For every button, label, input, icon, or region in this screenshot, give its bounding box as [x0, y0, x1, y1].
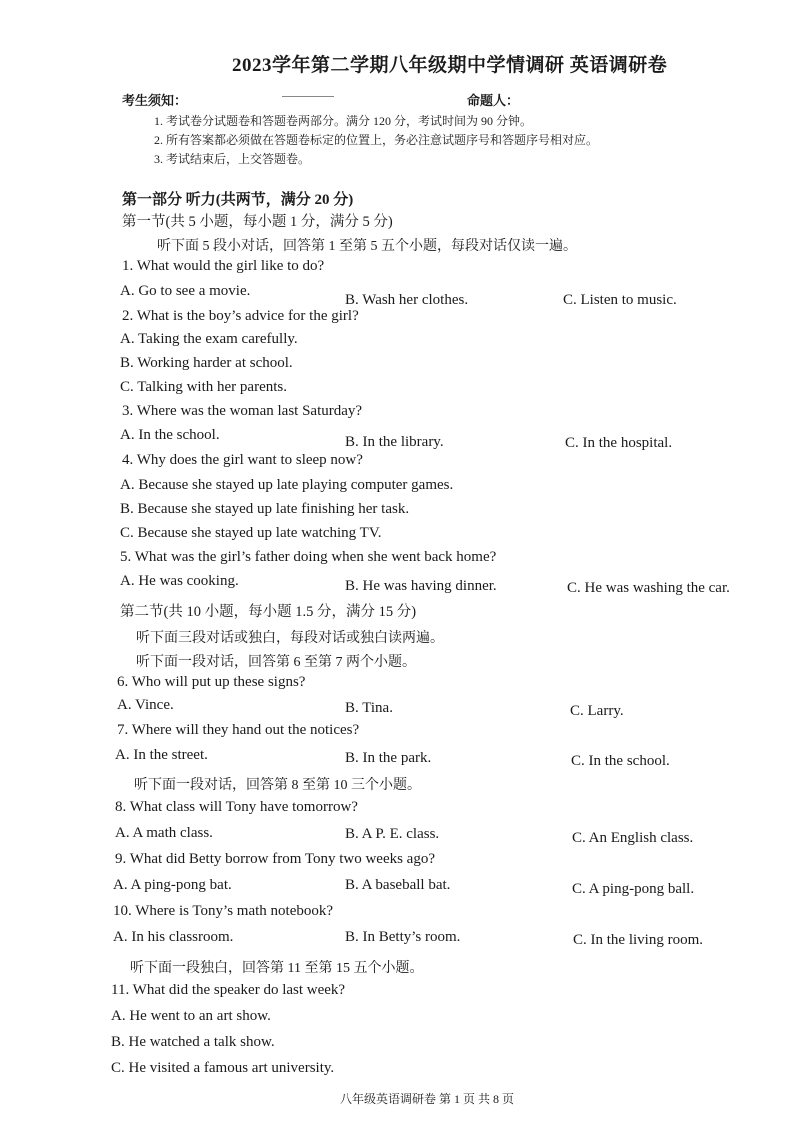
question-stem: 10. Where is Tony’s math notebook? — [113, 903, 334, 919]
monologue-instruction: 听下面一段独白，回答第 11 至第 15 五个小题。 — [130, 961, 424, 976]
option-c: C. In the school. — [571, 753, 670, 769]
option-b: B. Working harder at school. — [120, 355, 293, 371]
option-a: A. Because she stayed up late playing computer games. — [120, 477, 454, 493]
question-stem: 6. Who will put up these signs? — [117, 674, 306, 690]
option-b: B. In the library. — [345, 434, 444, 450]
section-heading: 第二节(共 10 小题，每小题 1.5 分，满分 15 分) — [120, 604, 417, 620]
option-c: C. He visited a famous art university. — [111, 1060, 335, 1076]
question-stem: 11. What did the speaker do last week? — [111, 982, 346, 998]
option-c: C. He was washing the car. — [567, 580, 730, 596]
option-b: B. In the park. — [345, 750, 432, 766]
option-c: C. An English class. — [572, 830, 694, 846]
question-setter-label: 命题人： — [467, 93, 520, 108]
dialogue-instruction: 听下面一段对话，回答第 6 至第 7 两个小题。 — [136, 655, 416, 670]
option-a: A. A math class. — [115, 825, 213, 841]
option-a: A. Taking the exam carefully. — [120, 331, 298, 347]
option-b: B. In Betty’s room. — [345, 929, 461, 945]
question-stem: 3. Where was the woman last Saturday? — [122, 403, 363, 419]
section-instruction: 听下面 5 段小对话，回答第 1 至第 5 五个小题，每段对话仅读一遍。 — [157, 239, 577, 254]
question-stem: 2. What is the boy’s advice for the girl? — [122, 308, 359, 324]
option-b: B. A baseball bat. — [345, 877, 451, 893]
notice-item: 2. 所有答案都必须做在答题卷标定的位置上，务必注意试题序号和答题序号相对应。 — [154, 133, 599, 147]
option-a: A. A ping-pong bat. — [113, 877, 232, 893]
question-stem: 8. What class will Tony have tomorrow? — [115, 799, 358, 815]
option-c: C. Larry. — [570, 703, 624, 719]
question-stem: 1. What would the girl like to do? — [122, 258, 325, 274]
option-b: B. He was having dinner. — [345, 578, 497, 594]
option-c: C. A ping-pong ball. — [572, 881, 695, 897]
option-a: A. Go to see a movie. — [120, 283, 251, 299]
option-a: A. In the street. — [115, 747, 208, 763]
option-a: A. Vince. — [117, 697, 174, 713]
option-c: C. Because she stayed up late watching TV. — [120, 525, 382, 541]
section-heading: 第一节(共 5 小题，每小题 1 分，满分 5 分) — [122, 214, 393, 230]
question-stem: 7. Where will they hand out the notices? — [117, 722, 360, 738]
question-stem: 4. Why does the girl want to sleep now? — [122, 452, 363, 468]
page-footer: 八年级英语调研卷 第 1 页 共 8 页 — [340, 1092, 515, 1106]
option-c: C. In the living room. — [573, 932, 703, 948]
notice-item: 3. 考试结束后，上交答题卷。 — [154, 152, 311, 166]
option-a: A. In the school. — [120, 427, 220, 443]
option-b: B. A P. E. class. — [345, 826, 440, 842]
option-b: B. Tina. — [345, 700, 393, 716]
question-stem: 5. What was the girl’s father doing when she went back home? — [120, 549, 497, 565]
exam-title: 2023学年第二学期八年级期中学情调研 英语调研卷 — [232, 55, 668, 76]
blank-line — [282, 96, 334, 97]
option-c: C. Talking with her parents. — [120, 379, 287, 395]
option-a: A. He was cooking. — [120, 573, 239, 589]
option-b: B. Because she stayed up late finishing her task. — [120, 501, 410, 517]
question-stem: 9. What did Betty borrow from Tony two weeks ago? — [115, 851, 436, 867]
option-a: A. In his classroom. — [113, 929, 234, 945]
option-b: B. Wash her clothes. — [345, 292, 469, 308]
option-a: A. He went to an art show. — [111, 1008, 271, 1024]
dialogue-instruction: 听下面一段对话，回答第 8 至第 10 三个小题。 — [134, 778, 421, 793]
option-c: C. In the hospital. — [565, 435, 673, 451]
section-instruction: 听下面三段对话或独白，每段对话或独白读两遍。 — [136, 631, 444, 646]
option-b: B. He watched a talk show. — [111, 1034, 275, 1050]
option-c: C. Listen to music. — [563, 292, 677, 308]
notice-label: 考生须知： — [122, 93, 188, 108]
part-heading: 第一部分 听力(共两节，满分 20 分) — [122, 192, 354, 208]
notice-item: 1. 考试卷分试题卷和答题卷两部分。满分 120 分，考试时间为 90 分钟。 — [154, 114, 533, 128]
